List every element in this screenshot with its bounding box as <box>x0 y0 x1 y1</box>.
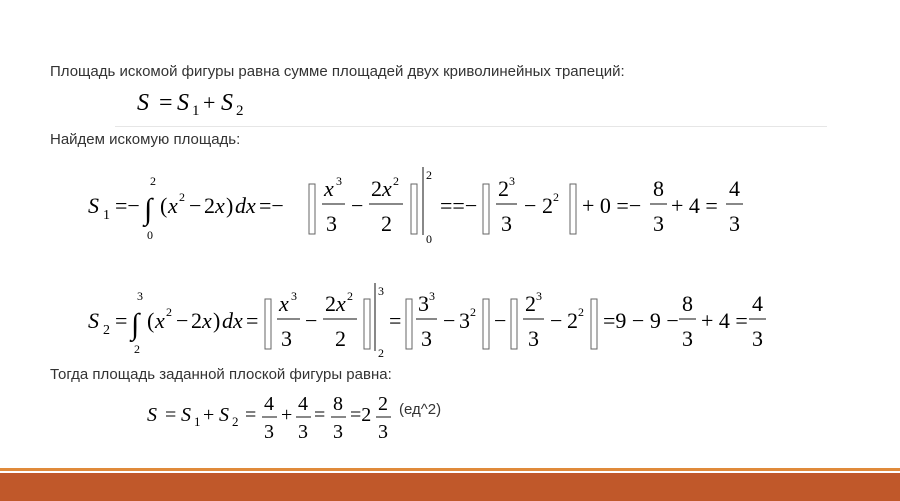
svg-text:2: 2 <box>204 193 215 218</box>
svg-text:+: + <box>203 404 215 426</box>
footer-bar <box>0 473 900 501</box>
svg-text:3: 3 <box>536 289 542 303</box>
svg-text:2: 2 <box>134 342 140 356</box>
svg-text:(: ( <box>147 308 155 333</box>
svg-text:x: x <box>202 308 212 333</box>
svg-text:1: 1 <box>103 208 110 223</box>
svg-text:3: 3 <box>418 291 429 316</box>
svg-text:4: 4 <box>298 393 308 415</box>
svg-text:4: 4 <box>264 393 274 415</box>
svg-text:2: 2 <box>578 305 584 319</box>
svg-text:3: 3 <box>752 326 763 351</box>
svg-text:∫: ∫ <box>131 308 140 341</box>
svg-text:x: x <box>279 291 289 316</box>
svg-text:2: 2 <box>378 346 384 360</box>
svg-text:3: 3 <box>509 174 515 188</box>
svg-text:+ 4 =: + 4 = <box>671 193 718 218</box>
svg-text:+ 4 =: + 4 = <box>701 308 748 333</box>
formula-s2 <box>85 279 785 365</box>
svg-text:=: = <box>165 404 177 426</box>
svg-text:4: 4 <box>752 291 763 316</box>
svg-text:=: = <box>389 308 402 333</box>
svg-text:2: 2 <box>542 193 553 218</box>
svg-text:−: − <box>305 308 318 333</box>
intro-text: Площадь искомой фигуры равна сумме площадей двух криволинейных трапеций: <box>50 63 625 80</box>
svg-text:3: 3 <box>137 289 143 303</box>
unit-label: (ед^2) <box>399 401 442 418</box>
find-text: Найдем искомую площадь: <box>50 131 241 148</box>
svg-text:0: 0 <box>147 228 153 242</box>
svg-text:): ) <box>226 193 234 218</box>
formula-sum <box>135 86 265 120</box>
svg-text:(: ( <box>160 193 168 218</box>
svg-text:−: − <box>550 308 563 333</box>
svg-text:x: x <box>215 193 225 218</box>
svg-text:=: = <box>115 308 128 333</box>
svg-text:3: 3 <box>326 211 337 236</box>
svg-text:3: 3 <box>333 421 343 443</box>
svg-text:1: 1 <box>194 414 201 429</box>
svg-text:x: x <box>382 176 392 201</box>
formula-s1 <box>85 163 765 248</box>
svg-text:1: 1 <box>192 103 200 119</box>
svg-text:2: 2 <box>426 168 432 182</box>
svg-text:3: 3 <box>378 284 384 298</box>
svg-text:S: S <box>177 90 189 116</box>
svg-text:3: 3 <box>264 421 274 443</box>
svg-text:S: S <box>147 404 157 426</box>
svg-text:3: 3 <box>421 326 432 351</box>
svg-text:2: 2 <box>325 291 336 316</box>
svg-text:S: S <box>181 404 191 426</box>
svg-text:=9 − 9 −: =9 − 9 − <box>603 308 679 333</box>
svg-text:3: 3 <box>378 421 388 443</box>
svg-text:3: 3 <box>729 211 740 236</box>
svg-text:2: 2 <box>166 305 172 319</box>
svg-text:2: 2 <box>371 176 382 201</box>
svg-text:3: 3 <box>501 211 512 236</box>
svg-text:2: 2 <box>567 308 578 333</box>
svg-text:+: + <box>203 90 216 115</box>
svg-text:2: 2 <box>347 289 353 303</box>
conclusion-text: Тогда площадь заданной плоской фигуры равна: <box>50 366 392 383</box>
svg-text:−: − <box>176 308 189 333</box>
svg-text:8: 8 <box>333 393 343 415</box>
divider-line <box>115 126 827 127</box>
svg-text:x: x <box>336 291 346 316</box>
svg-text:2: 2 <box>381 211 392 236</box>
svg-text:3: 3 <box>336 174 342 188</box>
svg-text:3: 3 <box>291 289 297 303</box>
footer-accent-line <box>0 468 900 471</box>
svg-text:=: = <box>159 90 173 116</box>
svg-text:3: 3 <box>459 308 470 333</box>
svg-text:dx: dx <box>235 193 256 218</box>
svg-text:∫: ∫ <box>144 193 153 226</box>
svg-text:3: 3 <box>429 289 435 303</box>
svg-text:x: x <box>168 193 178 218</box>
svg-text:S: S <box>88 193 99 218</box>
svg-text:2: 2 <box>393 174 399 188</box>
svg-text:=2: =2 <box>350 404 372 426</box>
svg-text:3: 3 <box>682 326 693 351</box>
svg-text:2: 2 <box>553 190 559 204</box>
svg-text:dx: dx <box>222 308 243 333</box>
svg-text:8: 8 <box>653 176 664 201</box>
svg-text:S: S <box>137 90 149 116</box>
svg-text:2: 2 <box>378 393 388 415</box>
svg-text:=: = <box>246 308 259 333</box>
svg-text:−: − <box>189 193 202 218</box>
svg-text:3: 3 <box>298 421 308 443</box>
svg-text:2: 2 <box>232 414 239 429</box>
svg-text:+ 0 =−: + 0 =− <box>582 193 642 218</box>
svg-text:=−: =− <box>115 193 140 218</box>
formula-total <box>145 390 465 448</box>
svg-text:2: 2 <box>525 291 536 316</box>
svg-text:x: x <box>155 308 165 333</box>
svg-text:2: 2 <box>179 190 185 204</box>
svg-text:x: x <box>324 176 334 201</box>
svg-text:−: − <box>524 193 537 218</box>
svg-text:=−: =− <box>259 193 284 218</box>
svg-text:2: 2 <box>470 305 476 319</box>
svg-text:S: S <box>221 90 233 116</box>
svg-text:+: + <box>281 404 293 426</box>
svg-text:=: = <box>245 404 257 426</box>
svg-text:3: 3 <box>528 326 539 351</box>
svg-text:3: 3 <box>281 326 292 351</box>
svg-text:==−: ==− <box>440 193 478 218</box>
svg-text:−: − <box>351 193 364 218</box>
svg-text:S: S <box>219 404 229 426</box>
svg-text:2: 2 <box>150 174 156 188</box>
svg-text:0: 0 <box>426 232 432 246</box>
svg-text:3: 3 <box>653 211 664 236</box>
svg-text:−: − <box>494 308 507 333</box>
svg-text:2: 2 <box>498 176 509 201</box>
svg-text:=: = <box>314 404 326 426</box>
svg-text:4: 4 <box>729 176 740 201</box>
svg-text:2: 2 <box>103 323 110 338</box>
svg-text:8: 8 <box>682 291 693 316</box>
svg-text:): ) <box>213 308 221 333</box>
svg-text:2: 2 <box>236 103 244 119</box>
svg-text:S: S <box>88 308 99 333</box>
svg-text:2: 2 <box>191 308 202 333</box>
svg-text:2: 2 <box>335 326 346 351</box>
svg-text:−: − <box>443 308 456 333</box>
